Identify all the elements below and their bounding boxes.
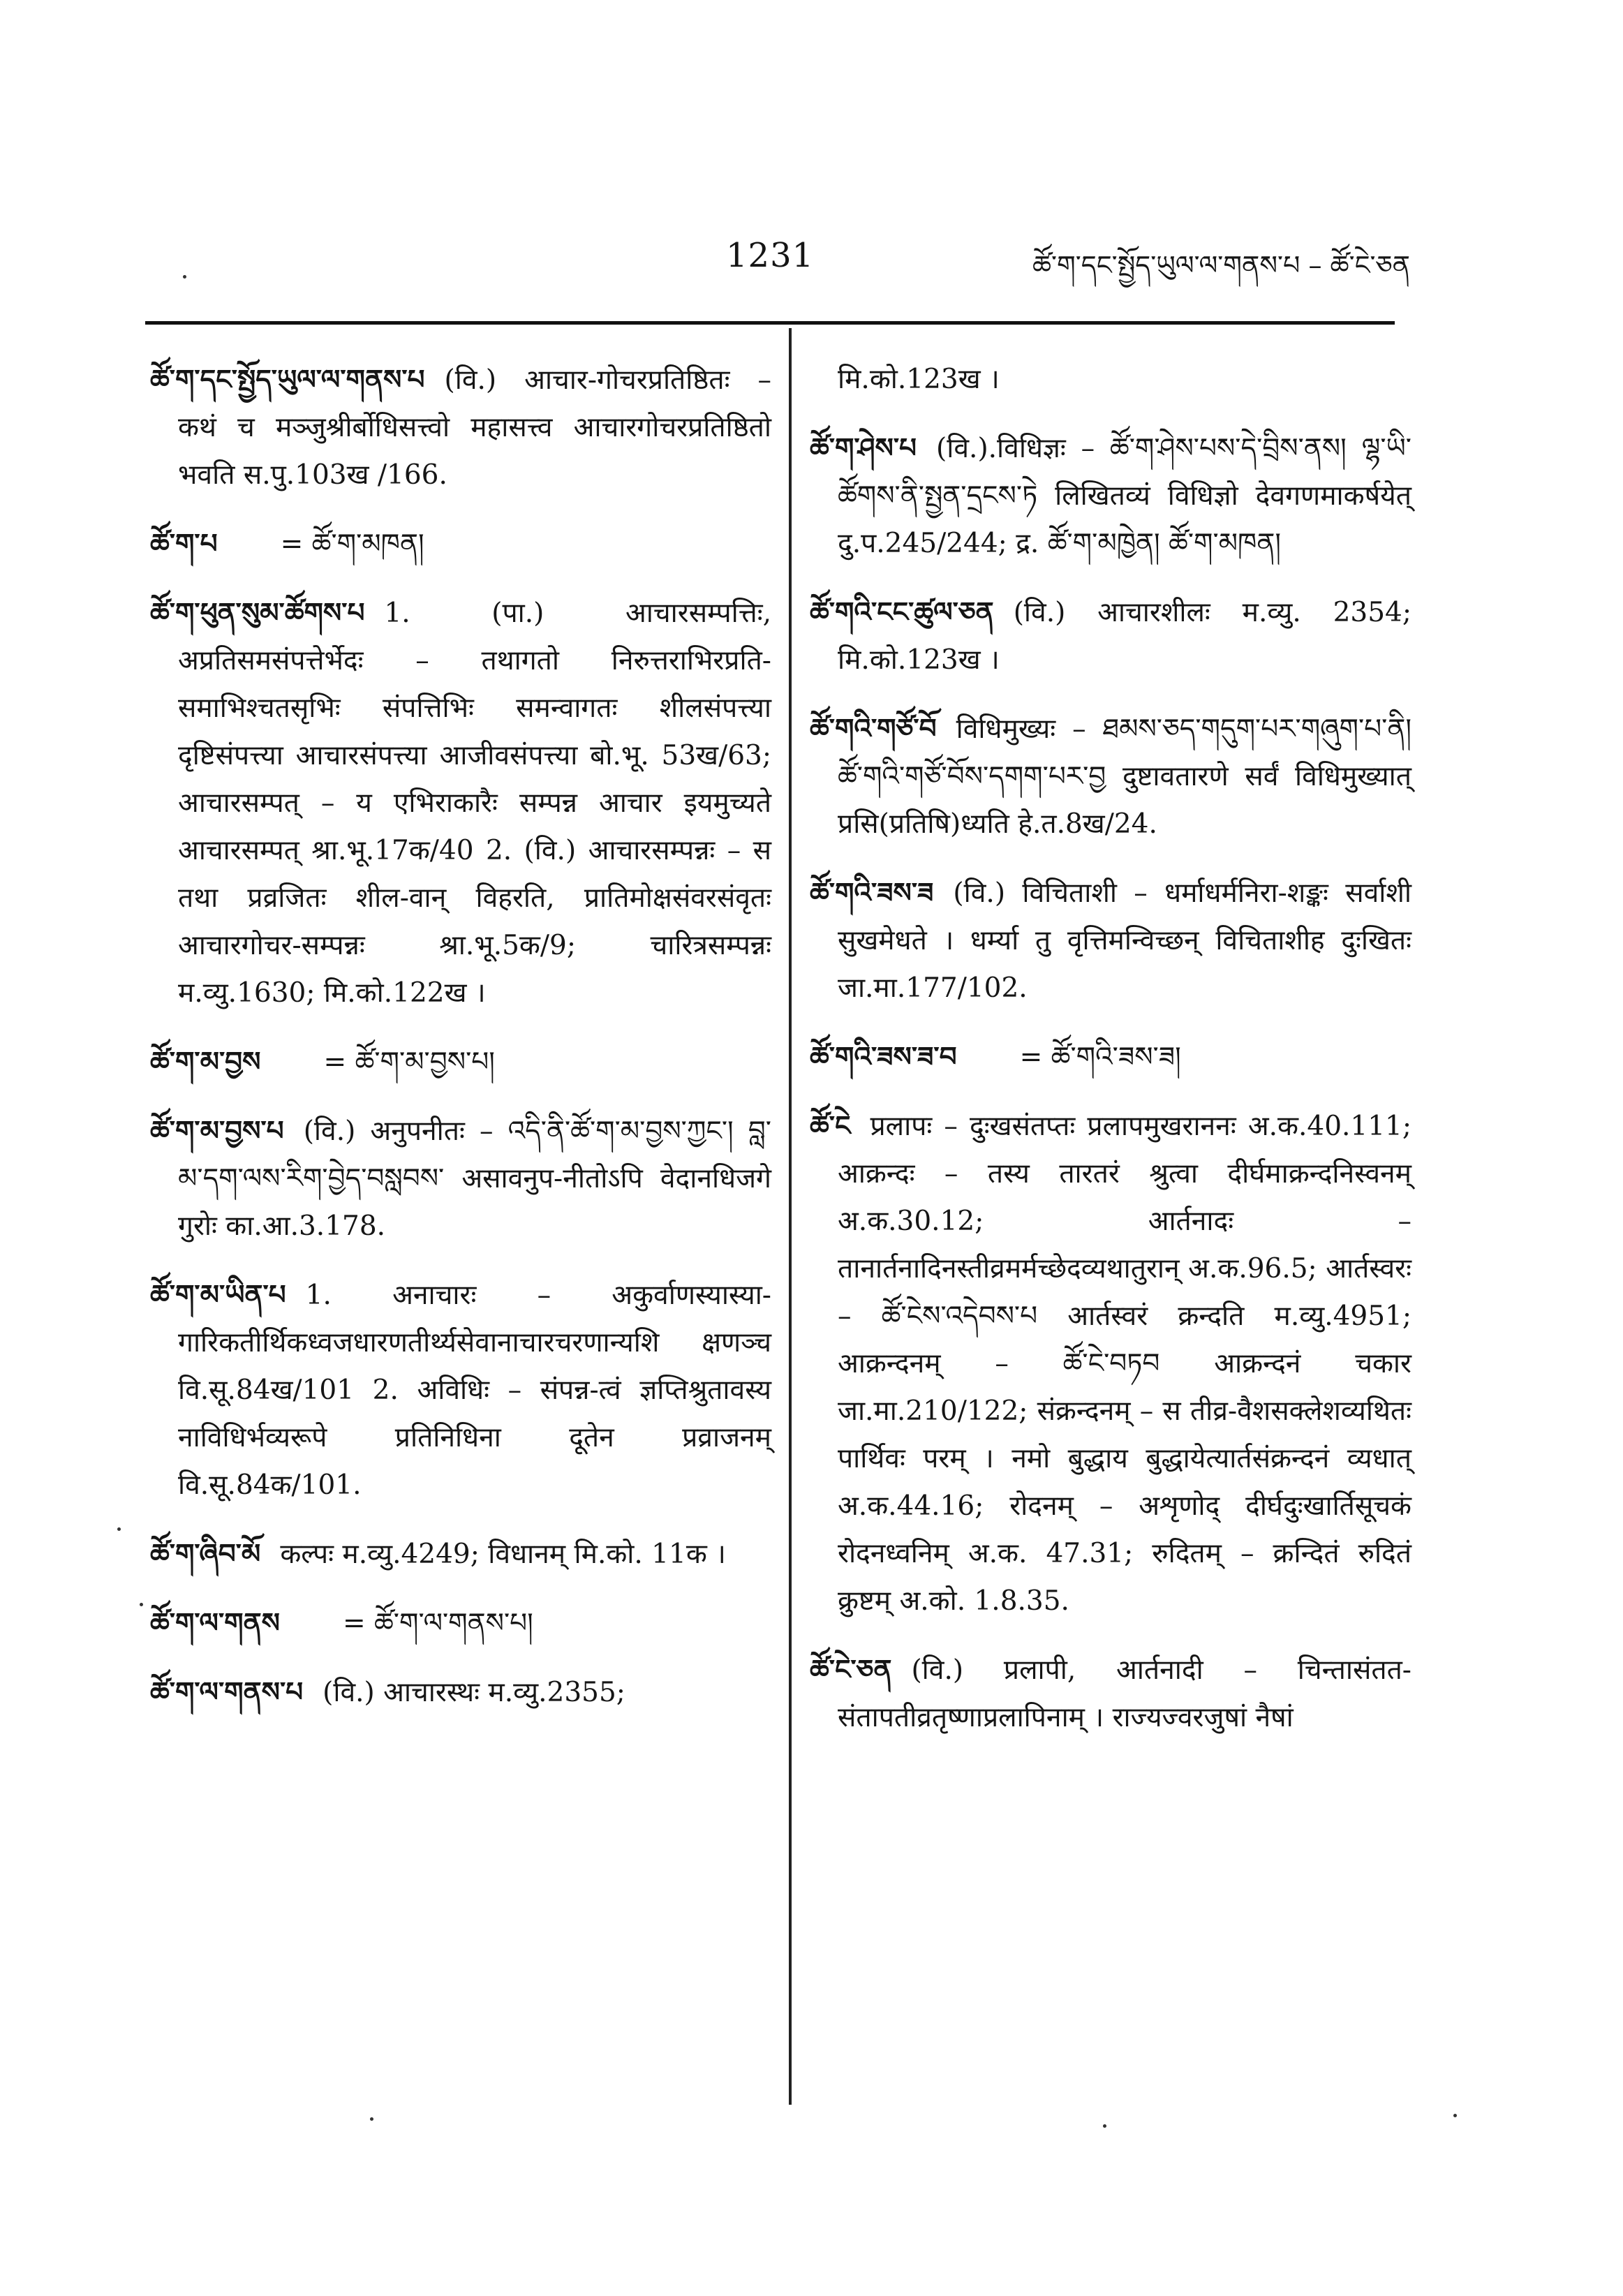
entry-definition: = ཚོ་གའི་ཟས་ཟ། — [1019, 1042, 1181, 1073]
entry-headword: ཚོ་ག་མ་ཡིན་པ — [150, 1279, 286, 1311]
dictionary-entry — [810, 1102, 1411, 1625]
scan-speck — [1453, 2114, 1457, 2117]
column-divider — [789, 328, 792, 2105]
scan-speck — [1103, 2124, 1106, 2128]
dictionary-entry — [810, 705, 1411, 848]
dictionary-entry — [810, 869, 1411, 1012]
entry-headword: ཚོ་ག་པ — [150, 528, 218, 560]
entry-headword: ཚོ་གའི་ཟས་ཟ་བ — [810, 1041, 957, 1073]
running-head: ཚོ་ག་དང་སྤྱོད་ཡུལ་ལ་གནས་པ – ཚོ་ངེ་ཅན — [1032, 250, 1410, 281]
entry-definition: कल्पः म.व्यु.4249; विधानम् मि.को. 11क । — [280, 1539, 726, 1570]
entry-definition: (वि.) प्रलापी, आर्तनादी – चिन्तासंतत-संतापतीव्रतृष्णाप्रलापिनाम् । राज्यज्वरजुषां नैषां — [838, 1654, 1411, 1733]
dictionary-entry — [810, 356, 1411, 403]
entry-headword: ཚོ་ངེ — [810, 1110, 851, 1142]
entry-headword: ཚོ་ངེ་ཅན — [810, 1654, 892, 1686]
entry-definition: = ཚོ་ག་མཁན། — [280, 528, 424, 560]
scan-speck — [140, 1603, 143, 1606]
scan-speck — [370, 2117, 373, 2121]
entry-headword: ཚོ་ག་ཞིབ་མོ — [150, 1538, 261, 1570]
dictionary-entry — [150, 1668, 771, 1717]
dictionary-entry — [150, 1038, 771, 1086]
right-column — [810, 356, 1411, 1763]
entry-definition: (वि.).विधिज्ञः – ཚོ་ག་ཤེས་པས་དེ་བྲིས་ནས། ལྷ་ཡི་ཚོགས་ནི་སྤྱན་དྲངས་ཏེ लिखितव्यं विधिज्ञो देवगणमाकर्षयेत् दु.प.245/244; द्र. ཚོ་ག་མཁྱེན། ཚོ་ག་མཁན། — [838, 433, 1411, 559]
dictionary-entry — [810, 424, 1411, 568]
dictionary-entry — [810, 1033, 1411, 1081]
entry-definition: विधिमुख्यः – ཐམས་ཅད་གདུག་པར་གཞུག་པ་ནི། ཚོ་གའི་གཙོ་བོས་དགག་པར་བྱ दुष्टावतारणे सर्वं विधिमुख्यात् प्रसि(प्रतिषि)ध्यति हे.त.8ख/24. — [838, 713, 1411, 840]
entry-definition: = ཚོ་ག་ལ་གནས་པ། — [342, 1608, 533, 1639]
entry-definition: 1. अनाचारः – अकुर्वाणस्यास्या-गारिकतीर्थिकध्वजधारणतीर्थ्यसेवानाचारचरणान्यशि क्षणञ्च वि.सू.84ख/101 2. अविधिः – संपन्न-त्वं ज्ञप्तिश्रुतावस्य नाविधिर्भव्यरूपे प्रतिनिधिना दूतेन प्रव्राजनम् वि.सू.84क/101. — [178, 1280, 771, 1501]
entry-definition: = ཚོ་ག་མ་བྱས་པ། — [323, 1046, 495, 1078]
dictionary-entry — [150, 1107, 771, 1250]
dictionary-entry — [810, 1646, 1411, 1742]
entry-headword: ཚོ་ག་མ་བྱས་པ — [150, 1115, 284, 1147]
dictionary-entry — [150, 1530, 771, 1578]
entry-definition: 1. (पा.) आचारसम्पत्तिः, अप्रतिसमसंपत्तेर्भेदः – तथागतो निरुत्तराभिरप्रति-समाभिश्चतसृभिः संपत्तिभिः समन्वागतः शीलसंपत्त्या दृष्टिसंपत्त्या आचारसंपत्त्या आजीवसंपत्त्या बो.भू. 53ख/63; आचारसम्पत् – य एभिराकारैः सम्पन्न आचार इयमुच्यते आचारसम्पत् श्रा.भू.17क/40 2. (वि.) आचारसम्पन्नः – स तथा प्रव्रजितः शील-वान् विहरति, प्रातिमोक्षसंवरसंवृतः आचारगोचर-सम्पन्नः श्रा.भू.5क/9; चारित्रसम्पन्नः म.व्यु.1630; मि.को.122ख । — [178, 598, 771, 1009]
entry-definition: प्रलापः – दुःखसंतप्तः प्रलापमुखराननः अ.क.40.111; आक्रन्दः – तस्य तारतरं श्रुत्वा दीर्घमाक्रन्दनिस्वनम् अ.क.30.12; आर्तनादः – तानार्तनादिनस्तीव्रमर्मच्छेदव्यथातुरान् अ.क.96.5; आर्तस्वरः – ཚོ་ངེས་འདེབས་པ आर्तस्वरं क्रन्दति म.व्यु.4951; आक्रन्दनम् – ཚོ་ངེ་བཏབ आक्रन्दनं चकार जा.मा.210/122; संक्रन्दनम् – स तीव्र-वैशसक्लेशव्यथितः पार्थिवः परम् । नमो बुद्धाय बुद्धायेत्यार्तसंक्रन्दनं व्यधात् अ.क.44.16; रोदनम् – अशृणोद् दीर्घदुःखार्तिसूचकं रोदनध्वनिम् अ.क. 47.31; रुदितम् – क्रन्दितं रुदितं क्रुष्टम् अ.को. 1.8.35. — [838, 1111, 1411, 1617]
entry-definition: (वि.) आचार-गोचरप्रतिष्ठितः – कथं च मञ्जुश्रीर्बोधिसत्त्वो महासत्त्व आचारगोचरप्रतिष्ठितो भवति स.पु.103ख /166. — [178, 364, 771, 491]
dictionary-entry — [150, 356, 771, 499]
dictionary-entry — [150, 520, 771, 568]
entry-headword: ཚོ་གའི་གཙོ་བོ — [810, 713, 937, 745]
entry-headword: ཚོ་ག་ལ་གནས — [150, 1607, 280, 1639]
dictionary-entry — [150, 1599, 771, 1647]
scan-speck — [183, 275, 186, 279]
entry-headword: ཚོ་ག་དང་སྤྱོད་ཡུལ་ལ་གནས་པ — [150, 364, 425, 396]
page-number: 1231 — [726, 236, 815, 275]
header-rule — [145, 321, 1395, 325]
entry-definition: (वि.) आचारस्थः म.व्यु.2355; — [323, 1677, 625, 1708]
dictionary-entry — [810, 588, 1411, 684]
entry-headword: ཚོ་ག་ཕུན་སུམ་ཚོགས་པ — [150, 597, 365, 629]
entry-definition: (वि.) अनुपनीतः – འདི་ནི་ཚོ་ག་མ་བྱས་ཀྱང་། བླ་མ་དག་ལས་རིག་བྱེད་བསླབས་ असावनुप-नीतोऽपि वेदानधिजगे गुरोः का.आ.3.178. — [178, 1116, 771, 1242]
dictionary-entry — [150, 589, 771, 1017]
entry-definition: (वि.) विचिताशी – धर्माधर्मनिरा-शङ्कः सर्वाशी सुखमेधते । धर्म्या तु वृत्तिमन्विच्छन् विचिताशीह दुःखितः जा.मा.177/102. — [838, 877, 1411, 1004]
scan-speck — [117, 1527, 121, 1531]
entry-headword: ཚོ་གའི་ཟས་ཟ — [810, 877, 934, 909]
entry-definition: (वि.) आचारशीलः म.व्यु. 2354; मि.को.123ख । — [838, 597, 1411, 676]
entry-headword: ཚོ་ག་ལ་གནས་པ — [150, 1676, 304, 1708]
dictionary-entry — [150, 1271, 771, 1509]
entry-headword: ཚོ་ག་ཤེས་པ — [810, 432, 917, 464]
entry-headword: ཚོ་ག་མ་བྱས — [150, 1046, 261, 1078]
entry-headword: ཚོ་གའི་ངང་ཚུལ་ཅན — [810, 596, 994, 628]
left-column — [150, 356, 771, 1738]
entry-definition: मि.को.123ख । — [838, 364, 1000, 395]
